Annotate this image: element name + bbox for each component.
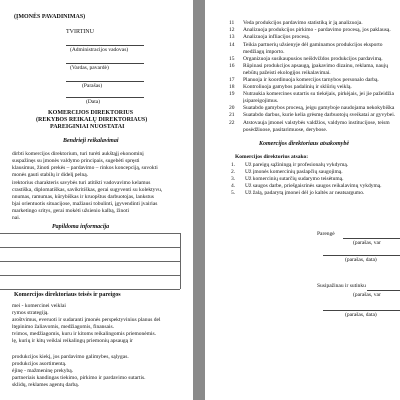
signature-caption: (parašas, var [353, 292, 381, 298]
body-line: partneriais kandingas tiekimo, pirkimo ir pardavimo sutartis. [12, 375, 146, 381]
approve-field-3: (Parašas) [82, 83, 103, 89]
doc-title-line-2: (REKYBOS REIKALŲ DIREKTORIAUS) [36, 117, 148, 123]
body-line: crastiška, diplomatiškas, savikritiškas, gerai sugyventi su kolektyvu, [12, 187, 163, 193]
body-line: dirbti komercijos direktorium, turi turėti aukštąjį ekonominį [12, 151, 144, 157]
section-general-requirements: Bendrieji reikalavimai [63, 138, 119, 144]
signature-caption: (parašas, data) [345, 257, 377, 263]
approve-line-2 [66, 63, 144, 64]
body-line: lę, kurių ir kitų veiklai reikalingų priemonių apsaugą ir [12, 338, 133, 344]
approve-field-4: (Data) [86, 99, 101, 105]
approve-line-3 [66, 81, 144, 82]
body-line: klausimus, žinoti prekės – pardavimo – rinkos koncepciją, suvokti [12, 165, 158, 171]
signature-line [323, 310, 400, 311]
doc-title-line-1: KOMERCIJOS DIREKTORIUS [48, 110, 134, 116]
responsibility-intro: Komercijos direktorius atsako: [235, 154, 309, 160]
approve-label: TVIRTINU [66, 29, 94, 35]
signature-label-agree: Susipažinau ir sutinku [317, 283, 366, 289]
body-line: bjai orientuotis situacijose, mažiausi tobulinti, įgyvendinti įvairias [12, 201, 158, 207]
body-line: marketingo sritys, gerai mokėti užsienio kalbą, žinoti [12, 208, 129, 214]
approve-field-1: (Administracijos vadovas) [70, 47, 129, 53]
doc-title-line-3: PAREIGINIAI NUOSTATAI [50, 124, 125, 130]
body-line: sklidų, reklames agentų darbą. [12, 382, 80, 388]
section-additional-info: Papildoma informacija [52, 224, 110, 230]
signature-line [323, 255, 400, 256]
approve-line-1 [66, 45, 144, 46]
approve-field-2: (Vardas, pavardė) [70, 65, 109, 71]
signature-label-prepared: Parengė [317, 231, 335, 237]
company-name: (ĮMONĖS PAVADINIMAS) [14, 14, 86, 20]
signature-line [343, 238, 400, 239]
body-line: nnumas, ramumas, kūrybiškas ir kruopštus darbuotojas, lankstus [12, 194, 154, 200]
body-line: produkcijos kiekį, jos pardavimo galimybes, sąlygas. [12, 354, 129, 360]
body-line: suspažinęs su įmonės valdymo principais, sugebėti spręsti [12, 158, 140, 164]
body-line: ltępinimo žaliavomis, medžiagomis, finansais. [12, 324, 115, 330]
signature-caption: (parašas, data) [345, 312, 377, 318]
body-line: monės gauti stabilų ir didelį pelną. [12, 172, 89, 178]
document-page-right: 11 Veda produkcijos pardavimo statistiką ir ją analizuoja. 12 Analizuoja produkcijos pirkimo - pardavimo procesą, jos paklausą. 13 Analizuoja infliacijos procesą. 14 Teikia partnerių užsienyje dėl gaminamos produkcijos eksporto medžiagų importo. 15 Organizuoja susikaupusios neišdviždos produkcijos pardavimą. 16 Rūpinasi produkcijos apsaugą, įpakavimo dizainu, reklama, naujų nebūtų pažeisti ekologijos reikalavimai. 17 Planuoja ir koordinuoja komercijos tarnybos personalo darbą. 18 Kontroliuoja gamybos padalinių ir sklūrių veiklą. 19 Nutraukia komercines sutartis su tiekėjais, pirkėjais, jei jie pažeidžia įsipareigojimus. 20 Suatabdo gamybos procesą, jeigu gamyboje naudojama nekokybiška 21 Suatabdo darbus, kurie kelia grėsmę darbuotojų sveikatai ar gyvybei. 22 Atstovauja įmonei valstybės valdžios, valdymo institucijose, teism posėdžiuose, pasitarimuose, derybose. Komercijos direktoriaus atsakomybė Komercijos direktorius atsako: 1. Už pareigų sąžiningą ir profesionalų vykdymą. 2. Už įmonės komercinių paslapčių saugojimą. 3. Už komercinių sutarčių sudarymo teisėtumą. 4. Už saugos darbe, priešgaisrinės saugos reikalavimų vykdymą. 5. Už žalą, padarytą įmonei dėl jo kaltės ar neatsargumo. Parengė (parašas, var (parašas, data) Susipažinau ir sutinku (parašas, var (parašas, data) [205, 0, 400, 400]
body-line: aroštvimus, everuoti ir sudaranti įmonės perspektyvinius planus del [12, 317, 161, 323]
approve-line-4 [66, 97, 144, 98]
body-line: rymos strategiją. [12, 310, 49, 316]
body-line: produkcijos asortimentą. [12, 361, 67, 367]
body-line: ėjinę - mažmeninę prekybą. [12, 368, 74, 374]
body-line: irektorius charakteris savybės turi atitikti vadovavimo kelamus [12, 180, 151, 186]
signature-caption: (parašas, var [353, 240, 381, 246]
signature-line [367, 290, 400, 291]
body-line: tvimos, medžiagomis, kuru ir kitoms reikalingomis priemonėmis. [12, 331, 157, 337]
body-line: mei - komercinei veiklai [12, 303, 66, 309]
body-line: nai. [12, 215, 21, 221]
section-rights-duties: Komercijos direktoriaus teisės ir pareigos [14, 292, 121, 298]
document-page-left [0, 0, 193, 400]
section-responsibility: Komercijos direktoriaus atsakomybė [259, 141, 349, 147]
